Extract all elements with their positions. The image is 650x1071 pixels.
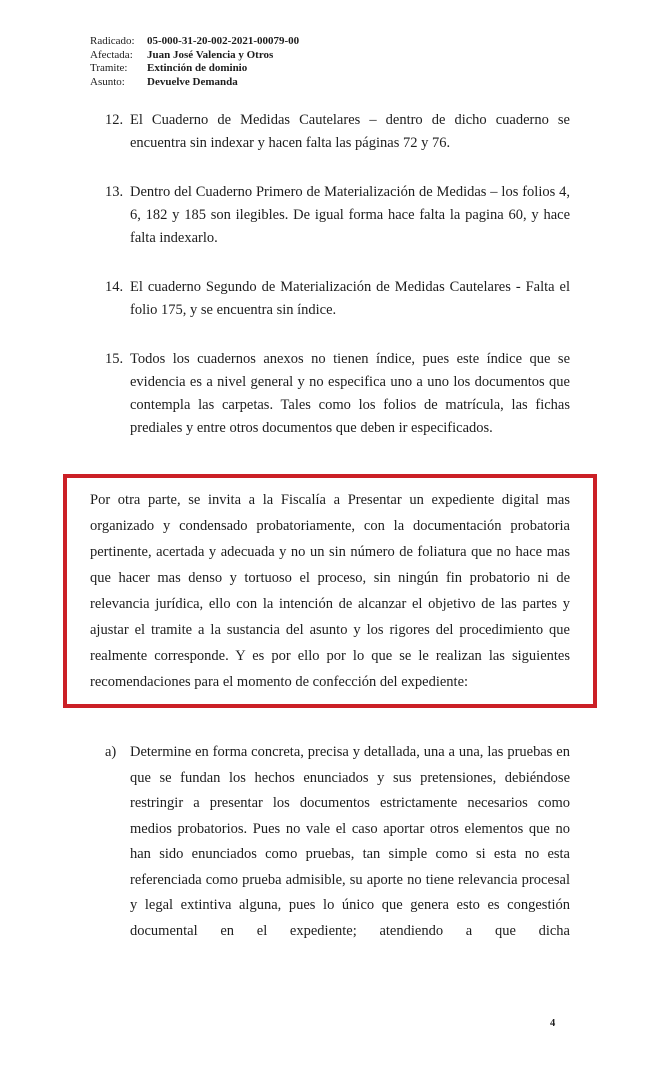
- header-field-asunto: [90, 76, 299, 90]
- list-item-text: Determine en forma concreta, precisa y detallada, una a una, las pruebas en que se fundan los hechos enunciados y sus pretensiones, debiéndose restringir a presentar los documentos estrictamente necesarios como medios probatorios. Pues no vale el caso aportar otros elementos que no han sido enunciados como pruebas, tan simple como si esta no esta referenciada como prueba admisible, su aporte no tiene relevancia procesal y legal extintiva alguna, pues lo único que genera esto es congestión documental en el expediente; atendiendo a que dicha: [130, 744, 570, 939]
- list-item-12: [105, 109, 570, 155]
- header-label: Asunto:: [90, 75, 125, 88]
- list-item-13: [105, 181, 570, 250]
- list-item-14: [105, 276, 570, 322]
- header-label: Afectada:: [90, 48, 133, 61]
- list-item-a: [105, 740, 570, 944]
- list-item-text: Dentro del Cuaderno Primero de Materialización de Medidas – los folios 4, 6, 182 y 185 son ilegibles. De igual forma hace falta la pagina 60, y hace falta indexarlo.: [130, 184, 570, 246]
- page-number: 4: [550, 1018, 556, 1029]
- header-value: 05-000-31-20-002-2021-00079-00: [147, 35, 300, 47]
- header-field-afectada: [90, 49, 299, 63]
- header-field-tramite: [90, 62, 299, 76]
- list-item-text: El Cuaderno de Medidas Cautelares – dentro de dicho cuaderno se encuentra sin indexar y hacen falta las páginas 72 y 76.: [130, 112, 570, 151]
- red-highlight-box: [63, 474, 597, 708]
- list-item-number: 14.: [105, 279, 124, 295]
- highlighted-paragraph-text: Por otra parte, se invita a la Fiscalía a Presentar un expediente digital mas organizado y condensado probatoriamente, con la documentación probatoria pertinente, acertada y adecuada y no un sin número de foliatura que no hace mas que hacer mas denso y tortuoso el proceso, sin ningún fin probatorio ni de relevancia jurídica, ello con la intención de alcanzar el objetivo de las partes y ajustar el tramite a la sustancia del asunto y los rigores del procedimiento que realmente corresponde. Y es por ello por lo que se le realizan las siguientes recomendaciones para el momento de confección del expediente:: [90, 492, 570, 690]
- list-item-text: El cuaderno Segundo de Materialización de Medidas Cautelares - Falta el folio 175, y se encuentra sin índice.: [130, 279, 570, 318]
- header-label: Radicado:: [90, 35, 135, 47]
- numbered-list: [105, 109, 570, 466]
- header-field-radicado: [90, 35, 299, 49]
- list-item-number: 15.: [105, 351, 124, 367]
- list-item-marker: a): [105, 744, 117, 760]
- header-label: Tramite:: [90, 62, 128, 74]
- list-item-number: 12.: [105, 112, 124, 128]
- header-value: Extinción de dominio: [147, 62, 248, 74]
- lettered-list: [105, 740, 570, 944]
- header-value: Devuelve Demanda: [147, 75, 238, 88]
- list-item-15: [105, 348, 570, 440]
- list-item-text: Todos los cuadernos anexos no tienen índice, pues este índice que se evidencia es a nivel general y no especifica uno a uno los documentos que contempla las carpetas. Tales como los folios de matrícula, las fichas prediales y entre otros documentos que deben ir especificados.: [130, 351, 570, 436]
- document-header: [90, 35, 299, 89]
- header-value: Juan José Valencia y Otros: [147, 48, 274, 61]
- list-item-number: 13.: [105, 184, 124, 200]
